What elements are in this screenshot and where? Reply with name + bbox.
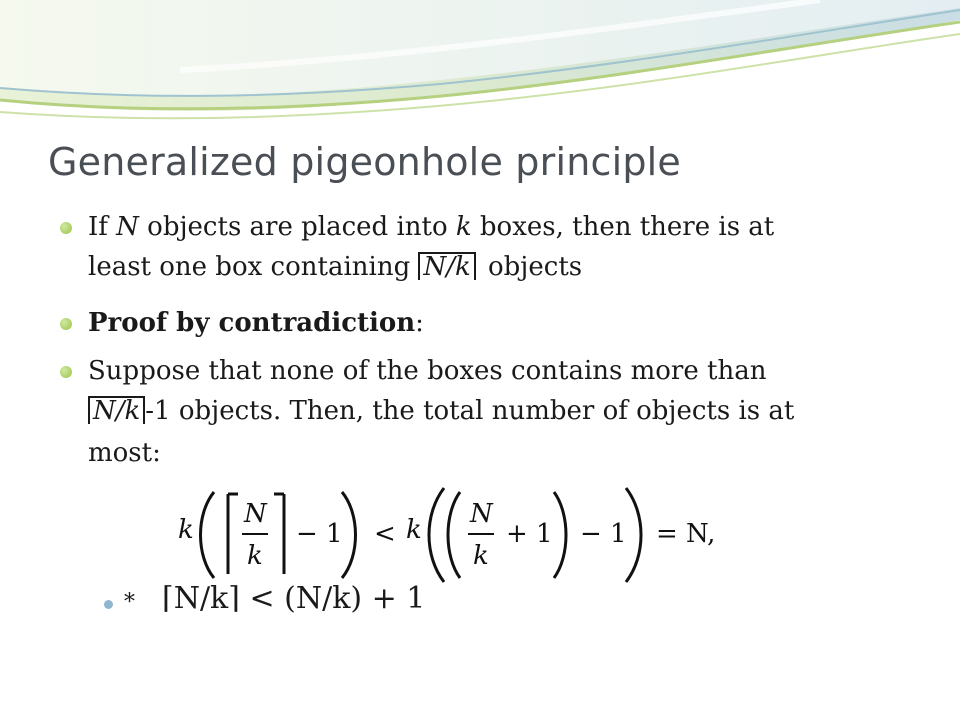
formula-numerator-2: N	[470, 499, 493, 529]
formula-denominator-2: k	[473, 541, 489, 571]
bullet-2: Proof by contradiction:	[88, 308, 424, 338]
formula-k-2: k	[406, 515, 422, 545]
bullet-3-line-3: most:	[88, 438, 161, 468]
formula-numerator-1: N	[244, 499, 267, 529]
bullet-marker	[60, 366, 72, 378]
bullet-3-line-1: Suppose that none of the boxes contains more than	[88, 356, 767, 386]
ceiling-expression: N/k	[88, 396, 145, 424]
ceiling-expression: N/k	[418, 252, 475, 280]
formula-minus-1: − 1	[296, 519, 343, 549]
sub-bullet-star: *	[124, 590, 135, 615]
bullet-marker	[60, 318, 72, 330]
bullet-1-line-2: least one box containing N/k objects	[88, 252, 583, 282]
bullet-marker	[60, 222, 72, 234]
formula-denominator-1: k	[247, 541, 263, 571]
formula-plus-1: + 1	[506, 519, 553, 549]
bullet-3-line-2: N/k -1 objects. Then, the total number of objects is at	[88, 394, 794, 428]
formula-equals-N: = N,	[656, 519, 716, 549]
slide-title: Generalized pigeonhole principle	[48, 140, 681, 184]
bullet-1-line-1: If N objects are placed into k boxes, then there is at	[88, 212, 775, 242]
formula-k-1: k	[178, 515, 194, 545]
decorative-banner	[0, 0, 960, 130]
formula-minus-2: − 1	[580, 519, 627, 549]
sub-bullet-marker	[104, 600, 113, 609]
inequality-formula	[156, 474, 738, 584]
formula-less-than: <	[374, 519, 396, 549]
sub-bullet-formula: ⌈N/k⌉ < (N/k) + 1	[158, 582, 429, 616]
